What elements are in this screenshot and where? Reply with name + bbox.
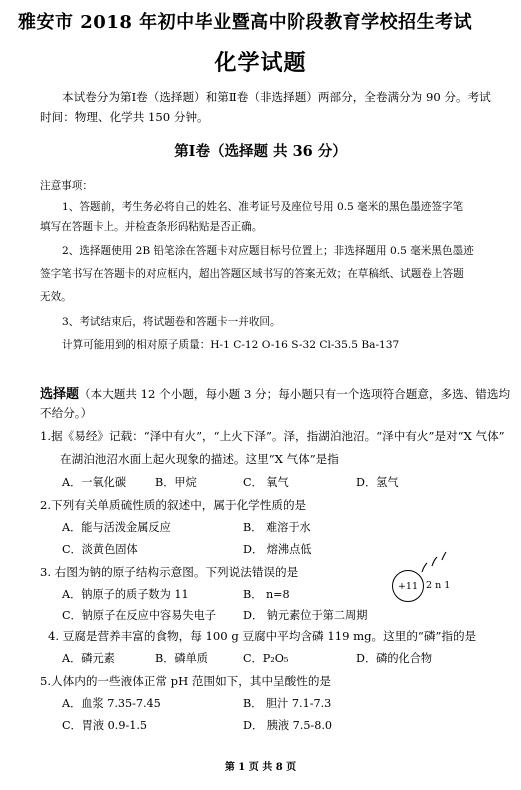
- question-5-stem: 5.人体内的一些液体正常 pH 范围如下，其中呈酸性的是: [40, 674, 332, 688]
- q4-option-d: D．磷的化合物: [356, 652, 433, 665]
- intro-line-1: 本试卷分为第Ⅰ卷（选择题）和第Ⅱ卷（非选择题）两部分，全卷满分为 90 分。考试: [62, 90, 491, 104]
- q2-option-a: A．能与活泼金属反应: [62, 521, 171, 534]
- sodium-nucleus: +11: [392, 570, 424, 602]
- page-footer: 第 1 页 共 8 页: [224, 762, 297, 773]
- q1-option-b: B．甲烷: [155, 476, 197, 489]
- choice-heading: 选择题: [40, 387, 80, 402]
- q5-option-d: D． 胰液 7.5-8.0: [243, 719, 333, 732]
- atomic-masses: 计算可能用到的相对原子质量：H-1 C-12 O-16 S-32 Cl-35.5 Ba-137: [62, 339, 400, 351]
- choice-description-1: （本大题共 12 个小题，每小题 3 分；每小题只有一个选项符合题意，多选、错选均: [79, 387, 511, 401]
- note-3: 3、考试结束后，将试题卷和答题卡一并收回。: [62, 316, 281, 328]
- q3-option-c: C．钠原子在反应中容易失电子: [62, 609, 216, 622]
- intro-line-2: 时间：物理、化学共 150 分钟。: [40, 110, 209, 124]
- q1-option-a: A．一氧化碳: [62, 476, 127, 489]
- q4-option-b: B．磷单质: [155, 652, 208, 665]
- q5-option-b: B． 胆汁 7.1-7.3: [243, 697, 332, 710]
- q3-option-a: A．钠原子的质子数为 11: [62, 588, 189, 601]
- q4-option-c: C．P₂O₅: [243, 652, 289, 665]
- question-1-stem-1: 1.据《易经》记载：“泽中有火”，“上火下泽”。泽，指湖泊池沼。“泽中有火”是对“X 气体”: [40, 429, 505, 443]
- note-2-line-3: 无效。: [40, 291, 72, 303]
- q5-option-a: A．血浆 7.35-7.45: [62, 697, 161, 710]
- q3-option-d: D． 钠元素位于第二周期: [243, 609, 368, 622]
- question-1-stem-2: 在湖泊池沼水面上起火现象的描述。这里“X 气体”是指: [60, 452, 339, 466]
- section-title: 第Ⅰ卷（选择题 共 36 分）: [174, 143, 347, 160]
- note-2-line-2: 签字笔书写在答题卡的对应框内，超出答题区域书写的答案无效；在草稿纸、试题卷上答题: [40, 268, 464, 280]
- note-1-line-1: 1、答题前，考生务必将自己的姓名、准考证号及座位号用 0.5 毫米的黑色墨迹签字笔: [62, 201, 464, 213]
- q1-option-d: D．氢气: [356, 476, 399, 489]
- q5-option-c: C．胃液 0.9-1.5: [62, 719, 148, 732]
- subject-title: 化学试题: [214, 50, 307, 76]
- notes-heading: 注意事项：: [40, 180, 93, 192]
- q3-option-b: B． n=8: [243, 588, 290, 601]
- note-2-line-1: 2、选择题使用 2B 铅笔涂在答题卡对应题目标号位置上；非选择题用 0.5 毫米黑色墨迹: [62, 245, 474, 257]
- question-3-stem: 3. 右图为钠的原子结构示意图。下列说法错误的是: [40, 565, 299, 579]
- question-4-stem: 4. 豆腐是营养丰富的食物，每 100 g 豆腐中平均含磷 119 mg。这里的“磷”指的是: [48, 629, 477, 643]
- sodium-electron-shells: 2 n 1: [426, 580, 451, 591]
- q2-option-b: B． 难溶于水: [243, 521, 311, 534]
- exam-title: 雅安市 2018 年初中毕业暨高中阶段教育学校招生考试: [18, 12, 473, 33]
- q2-option-c: C．淡黄色固体: [62, 543, 138, 556]
- choice-section-intro: [40, 383, 510, 403]
- note-1-line-2: 填写在答题卡上。并检查条形码粘贴是否正确。: [40, 221, 263, 233]
- q2-option-d: D． 熔沸点低: [243, 543, 312, 556]
- shell-arcs-icon: [418, 550, 448, 578]
- question-2-stem: 2.下列有关单质硫性质的叙述中，属于化学性质的是: [40, 498, 307, 512]
- q4-option-a: A．磷元素: [62, 652, 115, 665]
- q1-option-c: C． 氧气: [243, 476, 289, 489]
- choice-description-2: 不给分。）: [40, 406, 93, 420]
